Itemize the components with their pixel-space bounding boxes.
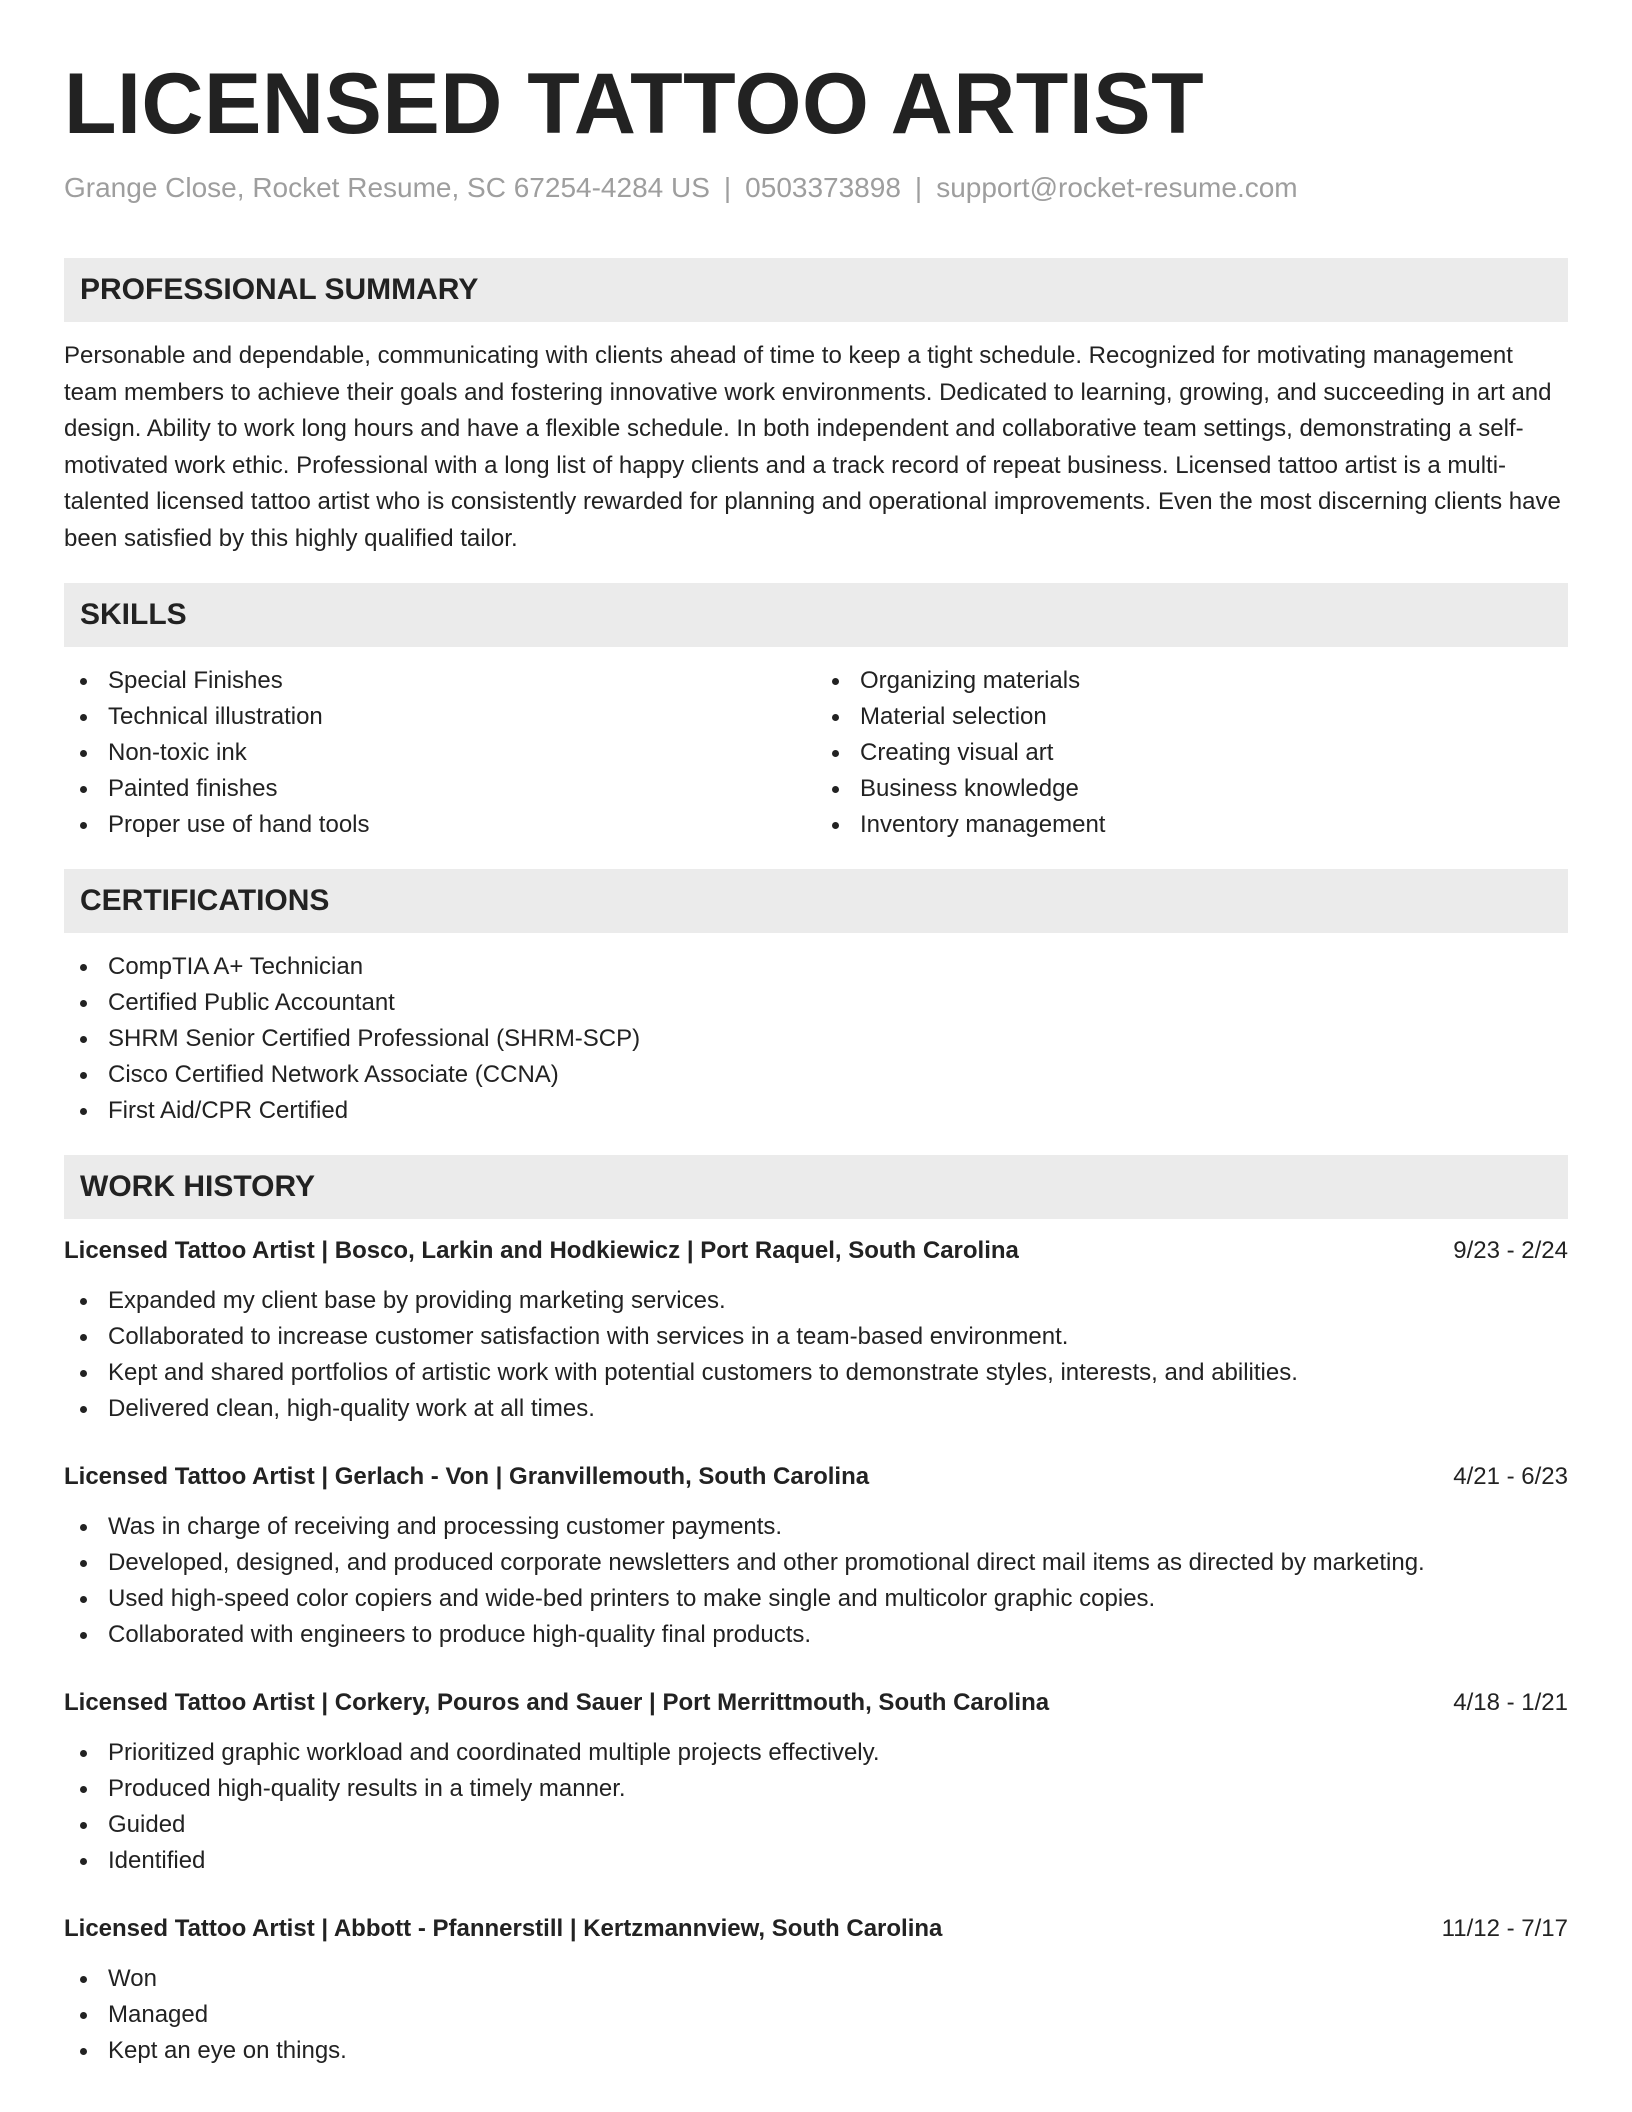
job-entry	[64, 1459, 1568, 1653]
skills-left-list	[64, 663, 816, 843]
job-bullet: Used high-speed color copiers and wide-bed printers to make single and multicolor graphic copies.	[64, 1581, 1568, 1617]
skill-item: Organizing materials	[816, 663, 1568, 699]
job-bullet: Expanded my client base by providing marketing services.	[64, 1283, 1568, 1319]
job-bullet: Produced high-quality results in a timely manner.	[64, 1771, 1568, 1807]
contact-separator: |	[914, 172, 923, 203]
skill-item: Proper use of hand tools	[64, 807, 816, 843]
job-bullets	[64, 1735, 1568, 1879]
section-heading-skills: SKILLS	[64, 583, 1568, 647]
job-header	[64, 1685, 1568, 1721]
skill-item: Special Finishes	[64, 663, 816, 699]
job-bullet: Developed, designed, and produced corporate newsletters and other promotional direct mail items as directed by marketing.	[64, 1545, 1568, 1581]
job-bullet: Collaborated to increase customer satisfaction with services in a team-based environment.	[64, 1319, 1568, 1355]
section-heading-certifications: CERTIFICATIONS	[64, 869, 1568, 933]
job-bullets	[64, 1961, 1568, 2069]
job-header	[64, 1459, 1568, 1495]
job-bullet: Delivered clean, high-quality work at all times.	[64, 1391, 1568, 1427]
job-title: Licensed Tattoo Artist | Abbott - Pfannerstill | Kertzmannview, South Carolina	[64, 1915, 943, 1942]
certification-item: CompTIA A+ Technician	[64, 949, 1568, 985]
contact-separator: |	[723, 172, 732, 203]
job-bullet: Won	[64, 1961, 1568, 1997]
skill-item: Non-toxic ink	[64, 735, 816, 771]
job-entry	[64, 1911, 1568, 2069]
skills-right-list	[816, 663, 1568, 843]
job-bullet: Managed	[64, 1997, 1568, 2033]
contact-line	[64, 170, 1568, 206]
job-title: Licensed Tattoo Artist | Bosco, Larkin and Hodkiewicz | Port Raquel, South Carolina	[64, 1237, 1019, 1264]
skill-item: Inventory management	[816, 807, 1568, 843]
job-header	[64, 1233, 1568, 1269]
job-dates: 4/18 - 1/21	[1453, 1689, 1568, 1716]
certification-item: SHRM Senior Certified Professional (SHRM-SCP)	[64, 1021, 1568, 1057]
job-bullets	[64, 1509, 1568, 1653]
job-entry	[64, 1685, 1568, 1879]
job-dates: 9/23 - 2/24	[1453, 1237, 1568, 1264]
job-title: Licensed Tattoo Artist | Corkery, Pouros and Sauer | Port Merrittmouth, South Carolina	[64, 1689, 1050, 1716]
certifications-list	[64, 949, 1568, 1129]
skills-grid	[64, 663, 1568, 843]
summary-text: Personable and dependable, communicating with clients ahead of time to keep a tight schedule. Recognized for motivating management team members to achieve their goals and fostering innovative work environments. Dedicated to learning, growing, and succeeding in art and design. Ability to work long hours and have a flexible schedule. In both independent and collaborative team settings, demonstrating a self-motivated work ethic. Professional with a long list of happy clients and a track record of repeat business. Licensed tattoo artist is a multi-talented licensed tattoo artist who is consistently rewarded for planning and operational improvements. Even the most discerning clients have been satisfied by this highly qualified tailor.	[64, 342, 1561, 552]
job-bullet: Kept and shared portfolios of artistic work with potential customers to demonstrate styles, interests, and abilities.	[64, 1355, 1568, 1391]
contact-address: Grange Close, Rocket Resume, SC 67254-4284 US	[64, 172, 710, 203]
skill-item: Painted finishes	[64, 771, 816, 807]
job-bullet: Collaborated with engineers to produce high-quality final products.	[64, 1617, 1568, 1653]
contact-phone: 0503373898	[745, 172, 901, 203]
job-bullet: Prioritized graphic workload and coordinated multiple projects effectively.	[64, 1735, 1568, 1771]
skill-item: Material selection	[816, 699, 1568, 735]
job-bullet: Guided	[64, 1807, 1568, 1843]
job-bullet: Kept an eye on things.	[64, 2033, 1568, 2069]
job-title: Licensed Tattoo Artist | Gerlach - Von | Granvillemouth, South Carolina	[64, 1463, 870, 1490]
job-header	[64, 1911, 1568, 1947]
certification-item: First Aid/CPR Certified	[64, 1093, 1568, 1129]
certification-item: Certified Public Accountant	[64, 985, 1568, 1021]
job-bullet: Was in charge of receiving and processing customer payments.	[64, 1509, 1568, 1545]
job-bullet: Identified	[64, 1843, 1568, 1879]
section-heading-work-history: WORK HISTORY	[64, 1155, 1568, 1219]
section-heading-summary: PROFESSIONAL SUMMARY	[64, 258, 1568, 322]
certification-item: Cisco Certified Network Associate (CCNA)	[64, 1057, 1568, 1093]
job-bullets	[64, 1283, 1568, 1427]
job-dates: 4/21 - 6/23	[1453, 1463, 1568, 1490]
skill-item: Creating visual art	[816, 735, 1568, 771]
skill-item: Business knowledge	[816, 771, 1568, 807]
contact-email: support@rocket-resume.com	[936, 172, 1298, 203]
job-entry	[64, 1233, 1568, 1427]
job-dates: 11/12 - 7/17	[1441, 1915, 1568, 1942]
skill-item: Technical illustration	[64, 699, 816, 735]
candidate-name: LICENSED TATTOO ARTIST	[64, 56, 1205, 152]
